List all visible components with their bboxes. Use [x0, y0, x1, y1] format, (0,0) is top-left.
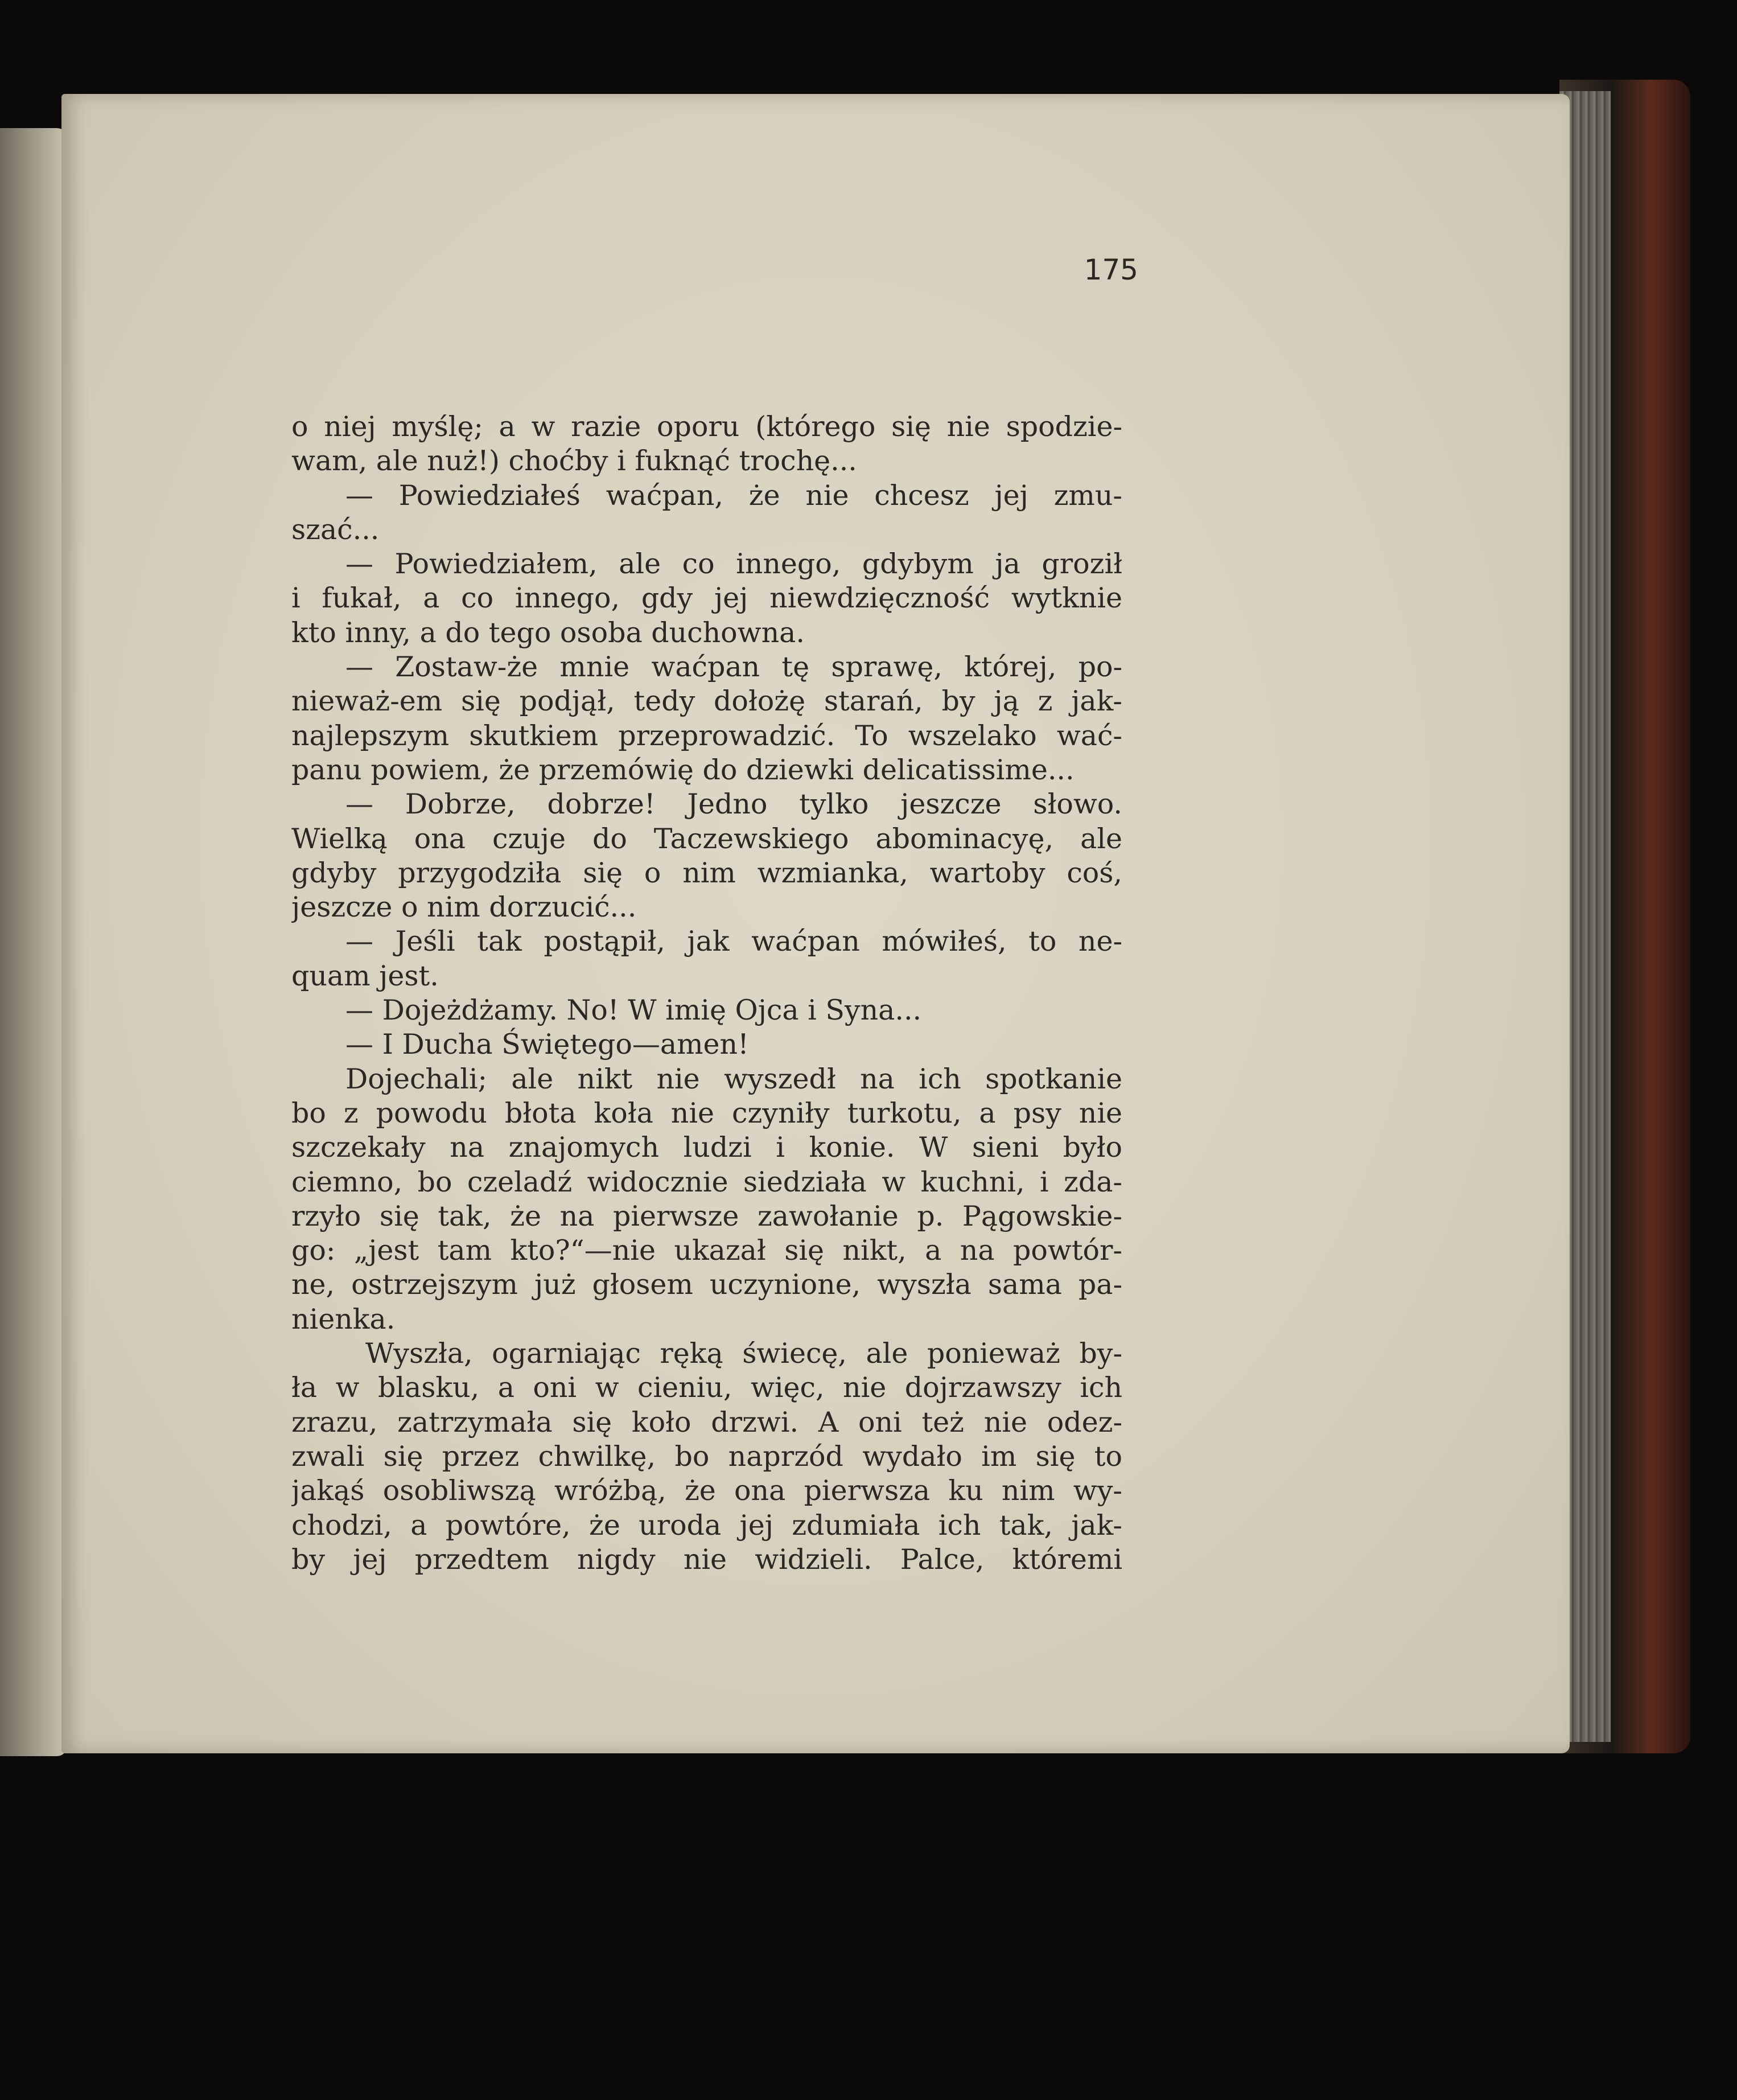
text-line: zrazu, zatrzymała się koło drzwi. A oni też nie odez- — [291, 1406, 1122, 1439]
left-page-edge — [0, 128, 67, 1756]
text-line: ne, ostrzejszym już głosem uczynione, wyszła sama pa- — [291, 1268, 1122, 1301]
text-line: rzyło się tak, że na pierwsze zawołanie p. Pągowskie- — [291, 1199, 1122, 1232]
text-line: panu powiem, że przemówię do dziewki delicatissime... — [291, 753, 1075, 786]
text-line: go: „jest tam kto?“—nie ukazał się nikt, a na powtór- — [291, 1234, 1122, 1267]
text-line: i fukał, a co innego, gdy jej niewdzięczność wytknie — [291, 582, 1122, 615]
text-line: szczekały na znajomych ludzi i konie. W sieni było — [291, 1131, 1122, 1164]
text-line: — Dojeżdżamy. No! W imię Ojca i Syna... — [345, 994, 922, 1027]
text-line: Wyszła, ogarniając ręką świecę, ale ponieważ by- — [365, 1337, 1122, 1370]
text-line: szać... — [291, 513, 380, 546]
text-line: — Zostaw-że mnie waćpan tę sprawę, której, po- — [345, 651, 1122, 684]
text-line: bo z powodu błota koła nie czyniły turkotu, a psy nie — [291, 1096, 1122, 1129]
text-line: gdyby przygodziła się o nim wzmianka, wartoby coś, — [291, 856, 1122, 889]
text-line: — Powiedziałem, ale co innego, gdybym ja groził — [345, 548, 1122, 581]
text-line: wam, ale nuż!) choćby i fuknąć trochę... — [291, 445, 857, 478]
text-line: najlepszym skutkiem przeprowadzić. To wszelako wać- — [291, 719, 1122, 752]
text-line: by jej przedtem nigdy nie widzieli. Palce, któremi — [291, 1543, 1122, 1576]
text-line: Wielką ona czuje do Taczewskiego abominacyę, ale — [291, 822, 1122, 855]
page-number: 175 — [1084, 253, 1138, 286]
text-line: ciemno, bo czeladź widocznie siedziała w kuchni, i zda- — [291, 1165, 1122, 1198]
text-line: ła w blasku, a oni w cieniu, więc, nie dojrzawszy ich — [291, 1371, 1122, 1404]
text-line: kto inny, a do tego osoba duchowna. — [291, 616, 805, 649]
text-line: Dojechali; ale nikt nie wyszedł na ich spotkanie — [345, 1062, 1122, 1095]
text-line: — Powiedziałeś waćpan, że nie chcesz jej zmu- — [345, 479, 1122, 512]
text-line: — Jeśli tak postąpił, jak waćpan mówiłeś, to ne- — [345, 925, 1122, 958]
text-line: o niej myślę; a w razie oporu (którego się nie spodzie- — [291, 410, 1122, 443]
text-line: nieważ-em się podjął, tedy dołożę starań, by ją z jak- — [291, 685, 1122, 718]
text-line: chodzi, a powtóre, że uroda jej zdumiała ich tak, jak- — [291, 1509, 1122, 1542]
text-line: zwali się przez chwilkę, bo naprzód wydało im się to — [291, 1440, 1122, 1473]
text-line: jeszcze o nim dorzucić... — [291, 891, 637, 924]
text-line: — I Ducha Świętego—amen! — [345, 1028, 749, 1061]
text-line: jakąś osobliwszą wróżbą, że ona pierwsza ku nim wy- — [291, 1474, 1122, 1507]
body-text — [291, 410, 1122, 1577]
text-line: quam jest. — [291, 959, 439, 992]
text-line: — Dobrze, dobrze! Jedno tylko jeszcze słowo. — [345, 788, 1122, 821]
text-line: nienka. — [291, 1302, 396, 1335]
